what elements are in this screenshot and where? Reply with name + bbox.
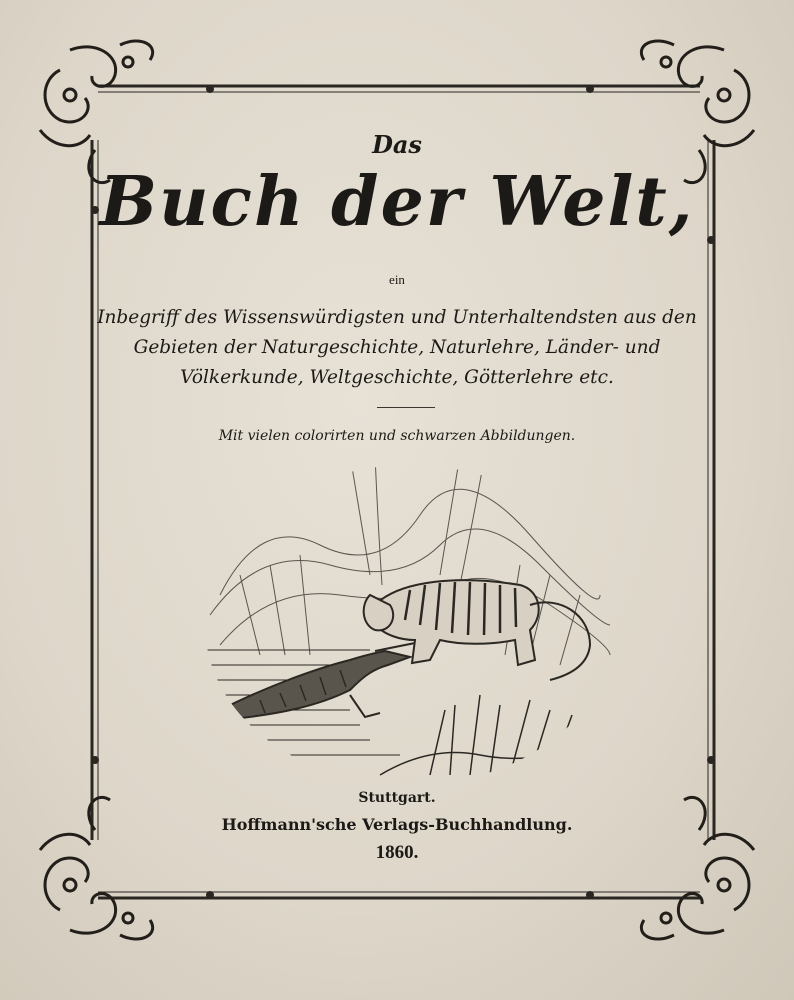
publisher: Hoffmann'sche Verlags-Buchhandlung. (221, 815, 573, 834)
description-line: Gebieten der Naturgeschichte, Naturlehre, Länder- und (133, 337, 661, 358)
publication-place: Stuttgart. (358, 790, 436, 806)
reeds (380, 695, 600, 775)
description (0, 303, 794, 393)
description-line: Inbegriff des Wissenswürdigsten und Unterhaltendsten aus den (97, 307, 697, 328)
title-das: Das (372, 130, 422, 159)
publication-year: 1860. (375, 842, 419, 863)
crocodile (220, 643, 415, 720)
subtitle: Mit vielen colorirten und schwarzen Abbildungen. (218, 428, 576, 444)
title-ein: ein (389, 272, 405, 287)
tiger (364, 580, 590, 680)
description-line: Völkerkunde, Weltgeschichte, Götterlehre etc. (180, 367, 614, 388)
tiger-crocodile-illustration (200, 455, 620, 785)
main-title: Buch der Welt, (99, 162, 695, 242)
divider-rule (377, 407, 435, 408)
